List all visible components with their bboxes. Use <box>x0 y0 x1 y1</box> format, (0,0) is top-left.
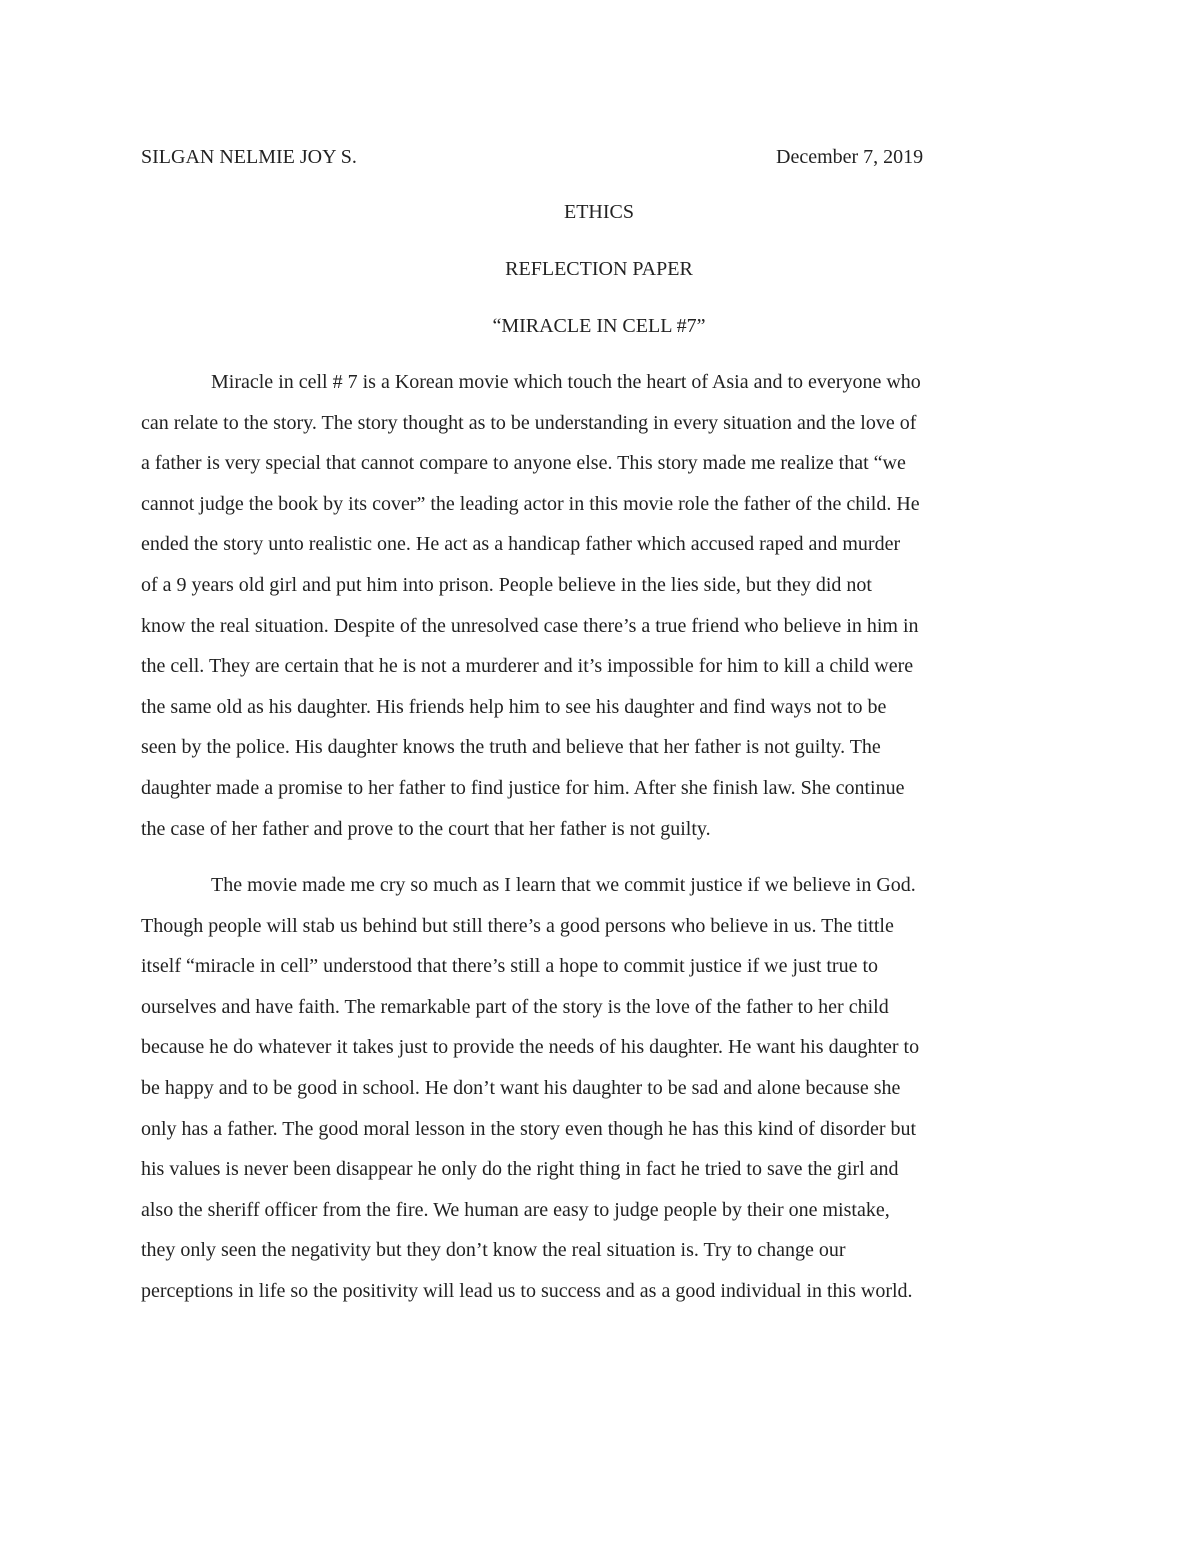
paragraph-line: perceptions in life so the positivity will lead us to success and as a good individual in this world. <box>141 1279 913 1302</box>
header-row <box>141 142 951 172</box>
subject-heading: ETHICS <box>564 201 634 223</box>
paragraph-line: seen by the police. His daughter knows the truth and believe that her father is not guilty. The <box>141 736 881 759</box>
paragraph-1 <box>141 366 1061 853</box>
document-title: “MIRACLE IN CELL #7” <box>492 315 706 337</box>
paragraph-line: the case of her father and prove to the court that her father is not guilty. <box>141 817 711 840</box>
paragraph-line: cannot judge the book by its cover” the leading actor in this movie role the father of the child. He <box>141 492 920 515</box>
paragraph-line: Though people will stab us behind but still there’s a good persons who believe in us. The tittle <box>141 914 894 937</box>
paragraph-line: can relate to the story. The story thought as to be understanding in every situation and the love of <box>141 411 917 434</box>
paragraph-line: only has a father. The good moral lesson in the story even though he has this kind of disorder but <box>141 1117 917 1140</box>
paragraph-line: ended the story unto realistic one. He act as a handicap father which accused raped and murder <box>141 533 901 556</box>
paragraph-line: the same old as his daughter. His friends help him to see his daughter and find ways not to be <box>141 695 887 718</box>
paragraph-line: his values is never been disappear he only do the right thing in fact he tried to save the girl and <box>141 1158 899 1181</box>
paragraph-line: of a 9 years old girl and put him into prison. People believe in the lies side, but they did not <box>141 573 872 596</box>
paragraph-line: The movie made me cry so much as I learn that we commit justice if we believe in God. <box>211 874 916 896</box>
paragraph-line: itself “miracle in cell” understood that there’s still a hope to commit justice if we just true to <box>141 955 879 978</box>
date: December 7, 2019 <box>776 146 924 168</box>
paragraph-2 <box>141 869 1061 1316</box>
author-name: SILGAN NELMIE JOY S. <box>141 146 357 168</box>
paragraph-line: the cell. They are certain that he is not a murderer and it’s impossible for him to kill a child were <box>141 655 914 678</box>
paragraph-line: because he do whatever it takes just to provide the needs of his daughter. He want his daughter to <box>141 1036 920 1059</box>
paragraph-line: ourselves and have faith. The remarkable part of the story is the love of the father to her child <box>141 995 889 1018</box>
document-type-heading: REFLECTION PAPER <box>505 258 693 280</box>
paragraph-line: daughter made a promise to her father to find justice for him. After she finish law. She continue <box>141 776 905 799</box>
paragraph-line: Miracle in cell # 7 is a Korean movie which touch the heart of Asia and to everyone who <box>211 371 921 393</box>
paragraph-line: know the real situation. Despite of the unresolved case there’s a true friend who believe in him in <box>141 614 919 637</box>
paragraph-line: they only seen the negativity but they don’t know the real situation is. Try to change our <box>141 1239 846 1262</box>
paragraph-line: be happy and to be good in school. He don’t want his daughter to be sad and alone because she <box>141 1076 901 1099</box>
paragraph-line: also the sheriff officer from the fire. We human are easy to judge people by their one mistake, <box>141 1198 890 1221</box>
paragraph-line: a father is very special that cannot compare to anyone else. This story made me realize that “we <box>141 452 906 475</box>
